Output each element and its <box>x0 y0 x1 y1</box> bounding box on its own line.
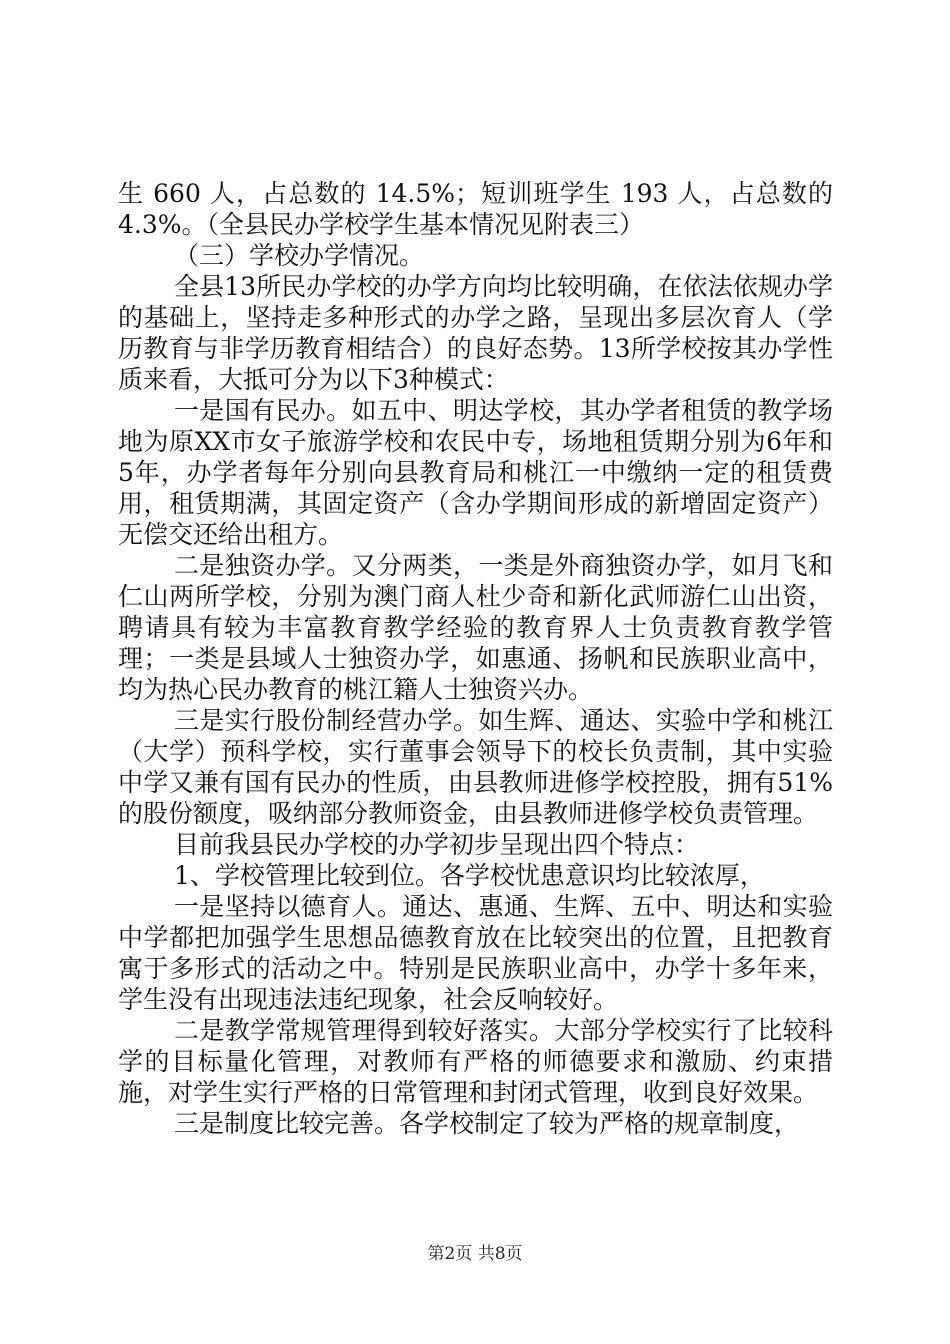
paragraph-3: 全县13所民办学校的办学方向均比较明确，在依法依规办学的基础上，坚持走多种形式的办学之路，呈现出多层次育人（学历教育与非学历教育相结合）的良好态势。13所学校按其办学性质来看，大抵可分为以下3种模式： <box>118 272 833 394</box>
paragraph-4: 一是国有民办。如五中、明达学校，其办学者租赁的教学场地为原XX市女子旅游学校和农民中专，场地租赁期分别为6年和5年，办学者每年分别向县教育局和桃江一中缴纳一定的租赁费用，租赁期满，其固定资产（含办学期间形成的新增固定资产）无偿交还给出租方。 <box>118 396 833 549</box>
document-body <box>118 178 833 1139</box>
paragraph-7: 目前我县民办学校的办学初步呈现出四个特点： <box>174 830 700 859</box>
paragraph-11: 三是制度比较完善。各学校制定了较为严格的规章制度， <box>174 1109 800 1138</box>
paragraph-8: 1、学校管理比较到位。各学校忧患意识均比较浓厚， <box>174 861 765 890</box>
paragraph-10: 二是教学常规管理得到较好落实。大部分学校实行了比较科学的目标量化管理，对教师有严格的师德要求和激励、约束措施，对学生实行严格的日常管理和封闭式管理，收到良好效果。 <box>118 1016 833 1107</box>
paragraph-6: 三是实行股份制经营办学。如生辉、通达、实验中学和桃江（大学）预科学校，实行董事会领导下的校长负责制，其中实验中学又兼有国有民办的性质，由县教师进修学校控股，拥有51%的股份额度，吸纳部分教师资金，由县教师进修学校负责管理。 <box>118 706 833 828</box>
paragraph-5: 二是独资办学。又分两类，一类是外商独资办学，如月飞和仁山两所学校，分别为澳门商人杜少奇和新化武师游仁山出资，聘请具有较为丰富教育教学经验的教育界人士负责教育教学管理；一类是县域人士独资办学，如惠通、扬帆和民族职业高中，均为热心民办教育的桃江籍人士独资兴办。 <box>118 551 833 704</box>
paragraph-2: （三）学校办学情况。 <box>174 241 425 270</box>
page-number-footer: 第2页 共8页 <box>427 1244 523 1264</box>
paragraph-1: 生 660 人，占总数的 14.5%；短训班学生 193 人，占总数的 4.3%。（全县民办学校学生基本情况见附表三） <box>118 179 833 239</box>
paragraph-9: 一是坚持以德育人。通达、惠通、生辉、五中、明达和实验中学都把加强学生思想品德教育放在比较突出的位置，且把教育寓于多形式的活动之中。特别是民族职业高中，办学十多年来，学生没有出现违法违纪现象，社会反响较好。 <box>118 892 833 1014</box>
